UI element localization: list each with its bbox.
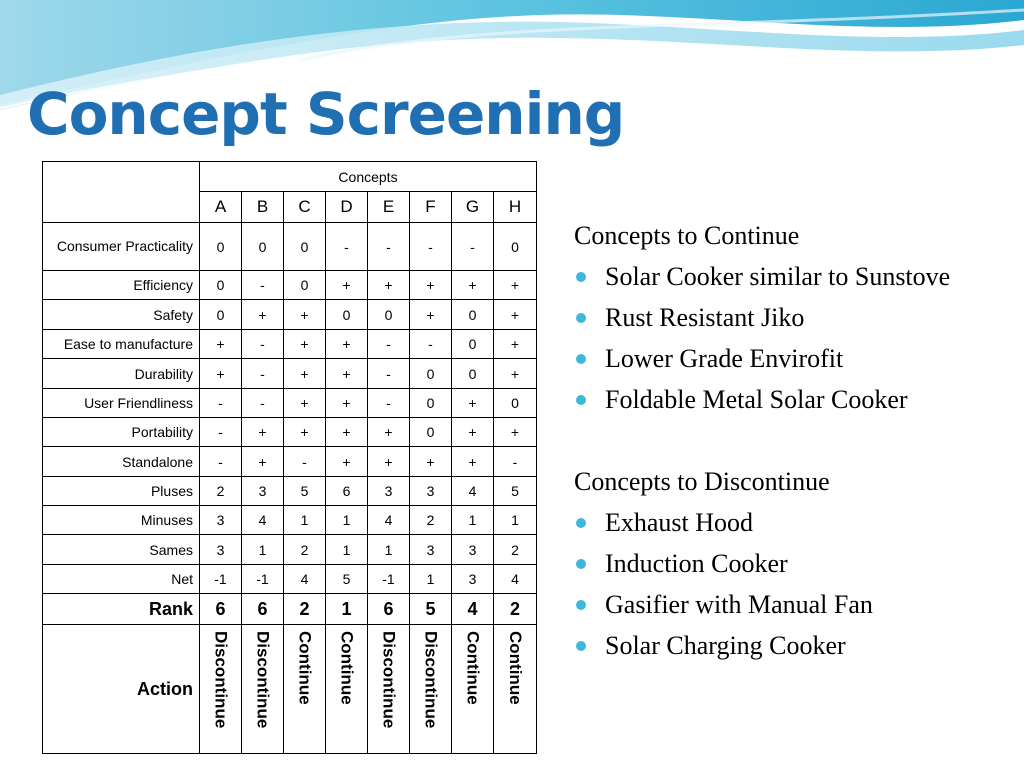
- score-cell: -1: [200, 565, 242, 594]
- score-cell: 0: [326, 300, 368, 330]
- score-cell: +: [284, 330, 326, 359]
- discontinue-list: [574, 505, 1014, 669]
- score-cell: +: [284, 418, 326, 447]
- score-cell: 5: [494, 477, 537, 506]
- action-text: Discontinue: [379, 631, 399, 729]
- score-cell: 0: [200, 271, 242, 300]
- action-text: Continue: [463, 631, 483, 705]
- rank-cell: 6: [368, 594, 410, 625]
- score-cell: +: [200, 359, 242, 389]
- action-text: Discontinue: [253, 631, 273, 729]
- rank-cell: 6: [242, 594, 284, 625]
- score-cell: 0: [452, 330, 494, 359]
- score-cell: -: [368, 389, 410, 418]
- score-cell: 3: [200, 506, 242, 535]
- score-cell: +: [494, 418, 537, 447]
- table-row: [43, 359, 537, 389]
- score-cell: 4: [242, 506, 284, 535]
- score-cell: +: [368, 271, 410, 300]
- score-cell: 0: [284, 223, 326, 271]
- criterion-label: Pluses: [43, 477, 200, 506]
- score-cell: +: [452, 447, 494, 477]
- table-row: [43, 223, 537, 271]
- action-cell: [494, 625, 537, 754]
- criterion-label: Net: [43, 565, 200, 594]
- action-cell: [200, 625, 242, 754]
- score-cell: -1: [368, 565, 410, 594]
- score-cell: 4: [494, 565, 537, 594]
- bullet-item: [574, 587, 1014, 628]
- rank-cell: 2: [284, 594, 326, 625]
- rank-cell: 4: [452, 594, 494, 625]
- score-cell: 1: [410, 565, 452, 594]
- bullet-dot-icon: [576, 641, 586, 651]
- score-cell: 4: [452, 477, 494, 506]
- bullet-item: [574, 341, 1014, 382]
- score-cell: -: [368, 223, 410, 271]
- action-text: Continue: [337, 631, 357, 705]
- table-row: [43, 477, 537, 506]
- action-cell: [284, 625, 326, 754]
- score-cell: +: [452, 418, 494, 447]
- bullet-text: Rust Resistant Jiko: [605, 303, 805, 332]
- score-cell: +: [410, 271, 452, 300]
- score-cell: -: [242, 359, 284, 389]
- score-cell: -: [368, 359, 410, 389]
- bullet-dot-icon: [576, 272, 586, 282]
- score-cell: +: [284, 300, 326, 330]
- rank-cell: 2: [494, 594, 537, 625]
- score-cell: 0: [284, 271, 326, 300]
- bullet-item: [574, 382, 1014, 423]
- score-cell: 0: [200, 300, 242, 330]
- concept-summary: [574, 218, 1014, 669]
- score-cell: 0: [410, 359, 452, 389]
- action-text: Continue: [295, 631, 315, 705]
- action-cell: [368, 625, 410, 754]
- score-cell: +: [326, 359, 368, 389]
- score-cell: 2: [284, 535, 326, 565]
- rank-row: [43, 594, 537, 625]
- score-cell: -: [452, 223, 494, 271]
- table-row: [43, 447, 537, 477]
- table-corner-cell: [43, 162, 200, 223]
- bullet-text: Solar Cooker similar to Sunstove: [605, 262, 951, 291]
- table-row: [43, 300, 537, 330]
- score-cell: 3: [368, 477, 410, 506]
- score-cell: -: [200, 389, 242, 418]
- score-cell: 0: [494, 223, 537, 271]
- bullet-item: [574, 505, 1014, 546]
- concepts-group-header: Concepts: [200, 162, 537, 192]
- score-cell: +: [494, 271, 537, 300]
- score-cell: -: [242, 330, 284, 359]
- score-cell: -: [326, 223, 368, 271]
- score-cell: 2: [410, 506, 452, 535]
- continue-list: [574, 259, 1014, 423]
- table-row: [43, 535, 537, 565]
- score-cell: 5: [326, 565, 368, 594]
- bullet-item: [574, 628, 1014, 669]
- score-cell: 1: [326, 506, 368, 535]
- score-cell: -: [242, 271, 284, 300]
- action-text: Discontinue: [211, 631, 231, 729]
- score-cell: +: [452, 271, 494, 300]
- score-cell: 6: [326, 477, 368, 506]
- score-cell: +: [410, 300, 452, 330]
- rank-label: Rank: [43, 594, 200, 625]
- score-cell: -: [242, 389, 284, 418]
- score-cell: +: [242, 300, 284, 330]
- score-cell: -: [410, 223, 452, 271]
- criterion-label: Minuses: [43, 506, 200, 535]
- table-row: [43, 506, 537, 535]
- score-cell: +: [368, 418, 410, 447]
- score-cell: 4: [368, 506, 410, 535]
- score-cell: 3: [410, 477, 452, 506]
- criterion-label: Durability: [43, 359, 200, 389]
- action-cell: [326, 625, 368, 754]
- discontinue-heading: Concepts to Discontinue: [574, 467, 830, 496]
- score-cell: +: [494, 359, 537, 389]
- bullet-dot-icon: [576, 354, 586, 364]
- action-cell: [410, 625, 452, 754]
- score-cell: +: [242, 447, 284, 477]
- score-cell: 1: [242, 535, 284, 565]
- bullet-text: Exhaust Hood: [605, 508, 754, 537]
- score-cell: 0: [410, 389, 452, 418]
- table-row: [43, 271, 537, 300]
- score-cell: +: [326, 389, 368, 418]
- score-cell: 3: [452, 565, 494, 594]
- score-cell: +: [410, 447, 452, 477]
- concept-column-header: G: [452, 192, 494, 223]
- score-cell: -: [368, 330, 410, 359]
- bullet-text: Gasifier with Manual Fan: [605, 590, 873, 619]
- score-cell: +: [326, 330, 368, 359]
- score-cell: 0: [452, 359, 494, 389]
- criterion-label: Consumer Practicality: [43, 223, 200, 271]
- criterion-label: Safety: [43, 300, 200, 330]
- concept-column-header: B: [242, 192, 284, 223]
- bullet-dot-icon: [576, 395, 586, 405]
- bullet-dot-icon: [576, 600, 586, 610]
- bullet-text: Foldable Metal Solar Cooker: [605, 385, 908, 414]
- score-cell: -: [200, 447, 242, 477]
- table-row: [43, 330, 537, 359]
- score-cell: 1: [494, 506, 537, 535]
- score-cell: +: [242, 418, 284, 447]
- score-cell: +: [326, 447, 368, 477]
- criterion-label: Efficiency: [43, 271, 200, 300]
- bullet-dot-icon: [576, 313, 586, 323]
- concept-screening-table: [42, 161, 537, 754]
- score-cell: 4: [284, 565, 326, 594]
- rank-cell: 6: [200, 594, 242, 625]
- score-cell: 0: [494, 389, 537, 418]
- bullet-dot-icon: [576, 559, 586, 569]
- score-cell: 3: [452, 535, 494, 565]
- continue-heading: Concepts to Continue: [574, 221, 800, 250]
- criterion-label: Ease to manufacture: [43, 330, 200, 359]
- score-cell: -: [284, 447, 326, 477]
- concept-column-header: F: [410, 192, 452, 223]
- bullet-item: [574, 300, 1014, 341]
- rank-cell: 5: [410, 594, 452, 625]
- action-text: Discontinue: [421, 631, 441, 729]
- bullet-dot-icon: [576, 518, 586, 528]
- action-text: Continue: [506, 631, 525, 705]
- bullet-text: Lower Grade Envirofit: [605, 344, 844, 373]
- bullet-text: Solar Charging Cooker: [605, 631, 846, 660]
- action-cell: [452, 625, 494, 754]
- score-cell: +: [200, 330, 242, 359]
- score-cell: -1: [242, 565, 284, 594]
- score-cell: -: [494, 447, 537, 477]
- concept-column-header: D: [326, 192, 368, 223]
- score-cell: 0: [242, 223, 284, 271]
- score-cell: 0: [368, 300, 410, 330]
- concept-column-header: H: [494, 192, 537, 223]
- score-cell: +: [452, 389, 494, 418]
- bullet-item: [574, 546, 1014, 587]
- concept-column-header: E: [368, 192, 410, 223]
- rank-cell: 1: [326, 594, 368, 625]
- score-cell: +: [494, 300, 537, 330]
- criterion-label: Standalone: [43, 447, 200, 477]
- score-cell: -: [410, 330, 452, 359]
- score-cell: 0: [452, 300, 494, 330]
- score-cell: 3: [242, 477, 284, 506]
- table-row: [43, 389, 537, 418]
- score-cell: 2: [494, 535, 537, 565]
- score-cell: 3: [200, 535, 242, 565]
- table-row: [43, 418, 537, 447]
- action-row: [43, 625, 537, 754]
- concept-column-header: C: [284, 192, 326, 223]
- score-cell: +: [284, 359, 326, 389]
- score-cell: 1: [326, 535, 368, 565]
- score-cell: 0: [410, 418, 452, 447]
- score-cell: 1: [368, 535, 410, 565]
- score-cell: 2: [200, 477, 242, 506]
- bullet-item: [574, 259, 1014, 300]
- score-cell: +: [326, 271, 368, 300]
- score-cell: 0: [200, 223, 242, 271]
- criterion-label: Sames: [43, 535, 200, 565]
- score-cell: 5: [284, 477, 326, 506]
- table-row: [43, 565, 537, 594]
- concept-column-header: A: [200, 192, 242, 223]
- score-cell: +: [494, 330, 537, 359]
- bullet-text: Induction Cooker: [605, 549, 788, 578]
- action-label: Action: [43, 625, 200, 754]
- score-cell: -: [200, 418, 242, 447]
- score-cell: +: [368, 447, 410, 477]
- score-cell: +: [284, 389, 326, 418]
- slide-title: Concept Screening: [27, 80, 625, 148]
- criterion-label: Portability: [43, 418, 200, 447]
- action-cell: [242, 625, 284, 754]
- criterion-label: User Friendliness: [43, 389, 200, 418]
- score-cell: 1: [452, 506, 494, 535]
- score-cell: +: [326, 418, 368, 447]
- score-cell: 3: [410, 535, 452, 565]
- score-cell: 1: [284, 506, 326, 535]
